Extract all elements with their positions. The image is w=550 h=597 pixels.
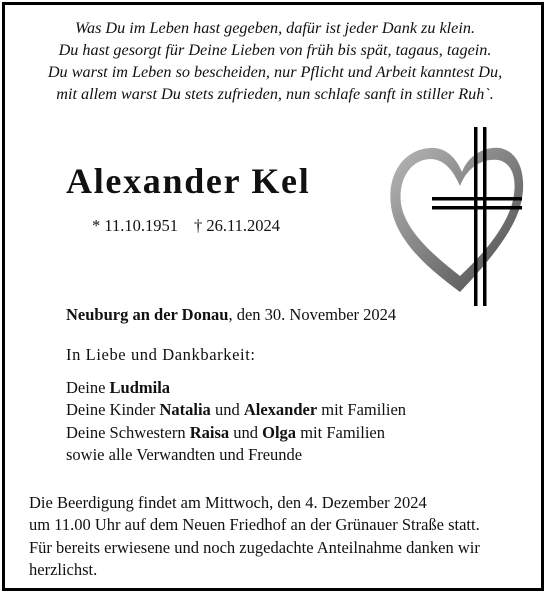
mourner-text: mit Familien [296,422,385,442]
heart-cross-icon [386,124,526,310]
death-date: † 26.11.2024 [194,216,281,235]
cross-vertical-outer [474,127,478,306]
mourner-name: Ludmila [109,378,171,397]
mourner-name: Natalia [159,400,211,420]
poem-line: Du warst im Leben so bescheiden, nur Pflicht und Arbeit kanntest Du, [47,63,503,81]
mourner-line [66,422,406,444]
mourner-line [66,399,406,421]
poem-line: mit allem warst Du stets zufrieden, nun schlafe sanft in stiller Ruh`. [56,85,494,103]
poem-line: Du hast gesorgt für Deine Lieben von früh bis spät, tagaus, tagein. [58,41,492,59]
poem-line: Was Du im Leben hast gegeben, dafür ist jeder Dank zu klein. [75,19,475,37]
place-name: Neuburg an der Donau [66,305,229,324]
mourner-name: Raisa [189,422,230,442]
life-dates [92,216,280,236]
mourner-line: sowie alle Verwandten und Freunde [66,444,303,464]
mourner-text: und [210,400,244,420]
mourner-text: Deine Schwestern [66,422,190,442]
mourner-name: Alexander [243,400,318,420]
mourner-name: Olga [262,422,297,442]
mourner-text: Deine Kinder [66,400,160,420]
funeral-line: um 11.00 Uhr auf dem Neuen Friedhof an der Grünauer Straße statt. [29,515,480,535]
funeral-info [29,492,480,581]
thanks-line: In Liebe und Dankbarkeit: [66,345,256,364]
birth-date: * 11.10.1951 [92,216,179,235]
mourner-text: mit Familien [317,400,407,420]
cross-horizontal-outer [432,197,522,201]
heart-shape [390,148,523,292]
funeral-line: Die Beerdigung findet am Mittwoch, den 4. Dezember 2024 [29,493,427,512]
mourner-text: Deine [66,378,110,397]
funeral-line: herzlichst. [29,559,98,579]
notice-date: , den 30. November 2024 [228,305,397,324]
mourner-text: und [229,422,263,442]
mourners-list [66,377,406,466]
mourner-line [66,377,406,399]
funeral-line: Für bereits erwiesene und noch zugedachte Anteilnahme danken wir [29,537,480,557]
deceased-name: Alexander Kel [66,161,311,201]
memorial-poem [0,17,550,105]
place-and-date [66,305,396,325]
cross-horizontal-inner [432,206,522,210]
cross-vertical-inner [483,127,487,306]
